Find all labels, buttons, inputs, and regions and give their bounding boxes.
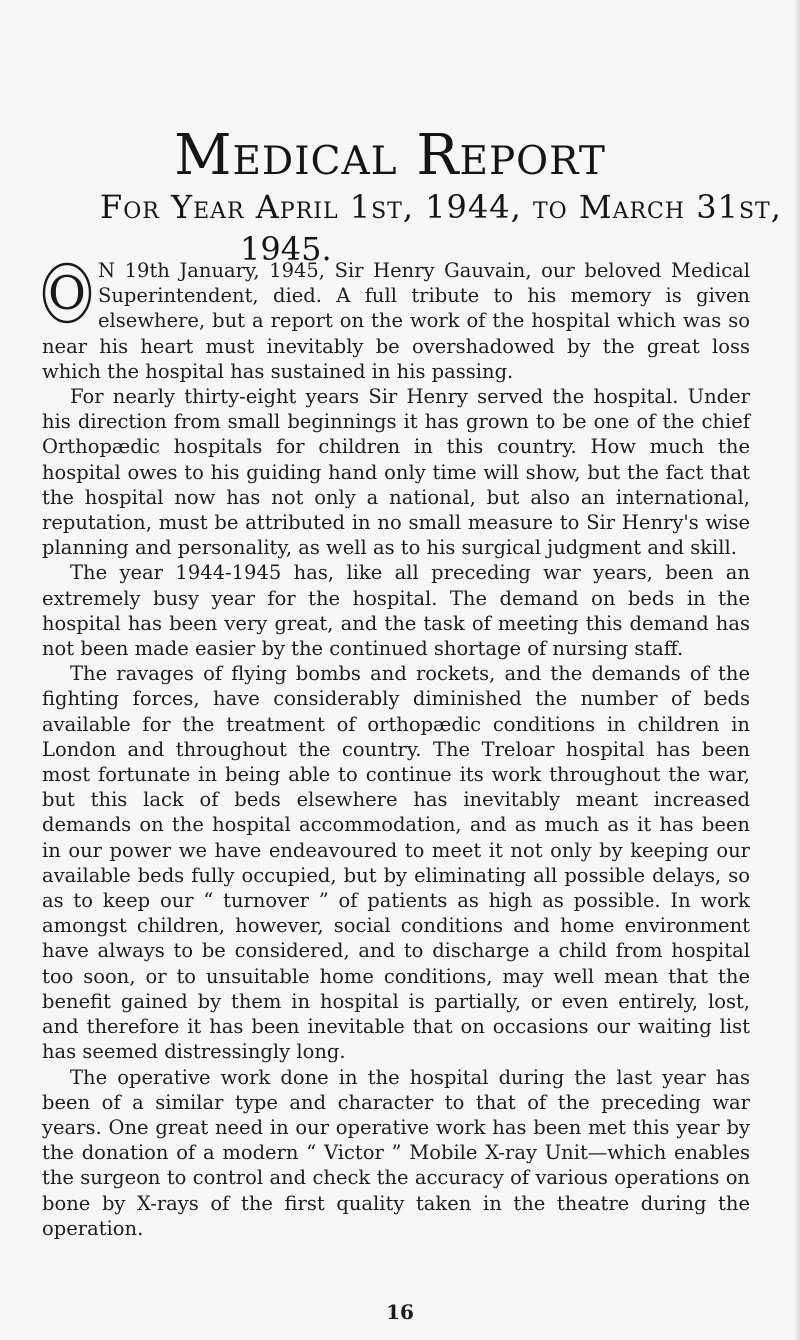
subtitle-line-1: For Year April 1st, 1944, to March 31st, xyxy=(100,188,782,226)
subtitle-line-2: 1945. xyxy=(240,230,332,268)
report-body xyxy=(42,258,750,1241)
paragraph-3: The year 1944-1945 has, like all preceding war years, been an extremely busy year for the hospital. The demand on beds in the hospital has been very great, and the task of meeting this demand has not been made easier by the continued shortage of nursing staff. xyxy=(42,561,750,661)
drop-cap-letter: O xyxy=(48,266,86,320)
page-number: 16 xyxy=(386,1300,414,1324)
page-edge-shadow xyxy=(794,0,800,1340)
paragraph-4: The ravages of flying bombs and rockets, and the demands of the fighting forces, have considerably diminished the number of beds available for the treatment of orthopædic conditions in children in London and throughout the country. The Treloar hospital has been most fortunate in being able to continue its work throughout the war, but this lack of beds elsewhere has inevitably meant increased demands on the hospital accommodation, and as much as it has been in our power we have endeavoured to meet it not only by keeping our available beds fully occupied, but by eliminating all possible delays, so as to keep our “ turnover ” of patients as high as possible. In work amongst children, however, social conditions and home environment have always to be considered, and to discharge a child from hospital too soon, or to unsuitable home conditions, may well mean that the benefit gained by them in hospital is partially, or even entirely, lost, and therefore it has been inevitable that on occasions our waiting list has seemed distressingly long. xyxy=(42,662,750,1064)
page-title: Medical Report xyxy=(174,123,606,188)
paragraph-2: For nearly thirty-eight years Sir Henry served the hospital. Under his direction from small beginnings it has grown to be one of the chief Orthopædic hospitals for children in this country. How much the hospital owes to his guiding hand only time will show, but the fact that the hospital now has not only a national, but also an international, reputation, must be attributed in no small measure to Sir Henry's wise planning and personality, as well as to his surgical judgment and skill. xyxy=(42,385,750,560)
paragraph-1 xyxy=(42,258,750,384)
paragraph-5: The operative work done in the hospital during the last year has been of a similar type and character to that of the preceding war years. One great need in our operative work has been met this year by the donation of a modern “ Victor ” Mobile X-ray Unit—which enables the surgeon to control and check the accuracy of various operations on bone by X-rays of the first quality taken in the theatre during the operation. xyxy=(42,1065,750,1240)
drop-cap xyxy=(42,262,92,324)
paragraph-1-text: N 19th January, 1945, Sir Henry Gauvain, our beloved Medical Superintendent, died. A full tribute to his memory is given elsewhere, but a report on the work of the hospital which was so near his heart must inevitably be overshadowed by the great loss which the hospital has sustained in his passing. xyxy=(42,259,750,383)
